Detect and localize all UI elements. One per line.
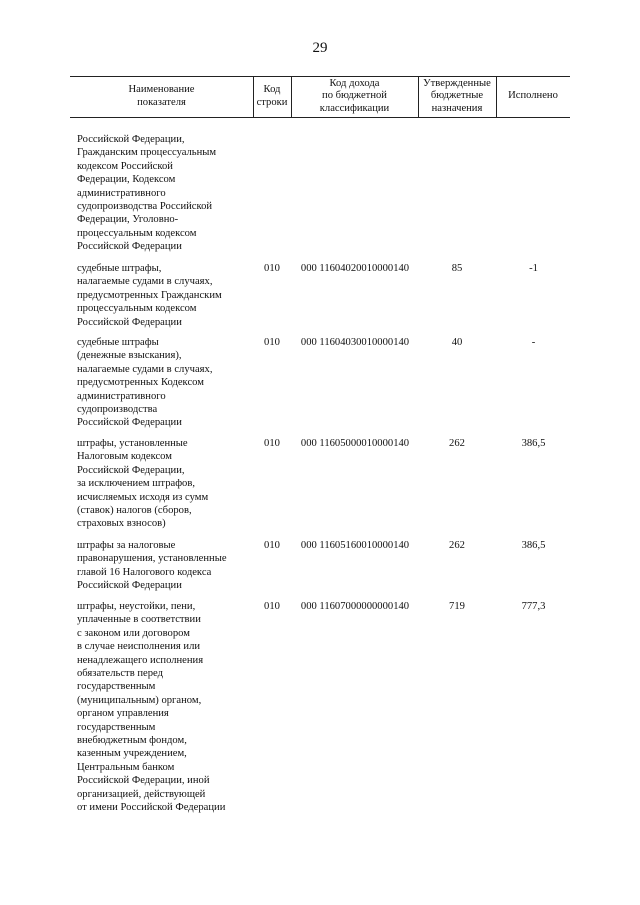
row-name: штрафы за налоговые правонарушения, установленные главой 16 Налогового кодекса Российской Федерации — [77, 540, 227, 592]
row-approved: 85 — [451, 263, 463, 274]
header-income-code: Код дохода по бюджетной классификации — [319, 77, 390, 114]
row-income-code: 000 11605160010000140 — [300, 540, 410, 551]
row-income-code: 000 11604030010000140 — [300, 337, 410, 348]
row-approved: 40 — [451, 337, 463, 348]
row-income-code: 000 11605000010000140 — [300, 438, 410, 449]
row-code: 010 — [264, 540, 280, 551]
row-approved: 719 — [449, 601, 465, 612]
row-executed: -1 — [529, 263, 538, 274]
header-name: Наименование показателя — [128, 83, 195, 108]
header-bottom-rule — [70, 117, 570, 118]
row-name: судебные штрафы (денежные взыскания), налагаемые судами в случаях, предусмотренных Кодексом административного судопроизводства Российской Федерации — [77, 337, 213, 429]
row-executed: - — [531, 337, 536, 348]
row-name: Российской Федерации, Гражданским процессуальным кодексом Российской Федерации, Кодексом административного судопроизводства Российской Федерации, Уголовно- процессуальным кодексом Российской Федерации — [77, 134, 217, 253]
row-code: 010 — [264, 263, 280, 274]
header-code: Код строки — [256, 83, 288, 108]
header-executed: Исполнено — [508, 90, 558, 102]
header-approved: Утвержденные бюджетные назначения — [423, 77, 491, 114]
row-executed: 386,5 — [521, 540, 546, 551]
row-name: штрафы, неустойки, пени, уплаченные в соответствии с законом или договором в случае неисполнения или ненадлежащего исполнения обязательств перед государственным (муниципальным) органом, органом управления государственным внебюджетным фондом, казенным учреждением, Центральным банком Российской Федерации, иной организацией, действующей от имени Российской Федерации — [77, 601, 226, 814]
row-approved: 262 — [449, 540, 465, 551]
row-name: судебные штрафы, налагаемые судами в случаях, предусмотренных Гражданским процессуальным кодексом Российской Федерации — [77, 263, 222, 328]
row-executed: 386,5 — [521, 438, 546, 449]
row-approved: 262 — [449, 438, 465, 449]
row-code: 010 — [264, 601, 280, 612]
row-income-code: 000 11604020010000140 — [300, 263, 410, 274]
row-code: 010 — [264, 337, 280, 348]
row-name: штрафы, установленные Налоговым кодексом Российской Федерации, за исключением штрафов, исчисляемых исходя из сумм (ставок) налогов (сборов, страховых взносов) — [77, 438, 209, 530]
row-income-code: 000 11607000000000140 — [300, 601, 410, 612]
row-code: 010 — [264, 438, 280, 449]
row-executed: 777,3 — [521, 601, 546, 612]
page-number: 29 — [312, 40, 328, 56]
